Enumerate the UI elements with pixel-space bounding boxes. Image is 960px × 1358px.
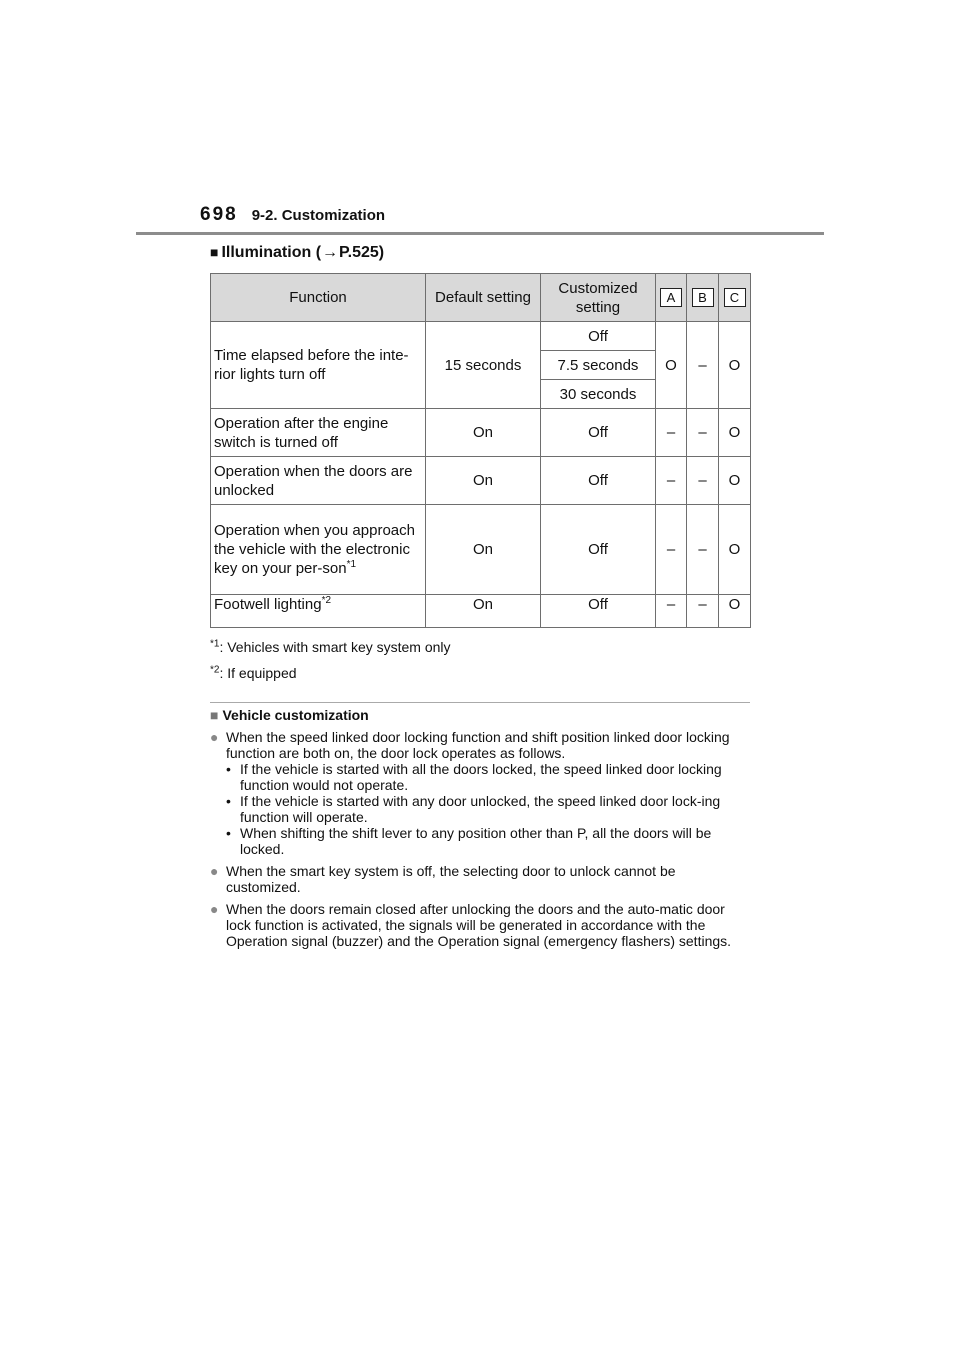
a-cell: –: [656, 457, 687, 505]
header-function: Function: [211, 274, 426, 322]
footnote-mark: *2: [210, 664, 220, 676]
header-default-setting: Default setting: [426, 274, 541, 322]
bullet-text: When the smart key system is off, the selecting door to unlock cannot be customized.: [226, 863, 676, 895]
sub-heading: [210, 244, 384, 262]
function-cell: Operation when the doors are unlocked: [211, 457, 426, 505]
c-cell: O: [719, 505, 751, 595]
table-row: [211, 322, 751, 351]
bullet-dot-icon: ●: [210, 729, 219, 745]
footnote: [210, 638, 451, 656]
b-cell: –: [687, 505, 719, 595]
sub-bullet-icon: •: [226, 825, 231, 841]
arrow-right-icon: →: [322, 244, 339, 261]
bullet-text: When the doors remain closed after unlocking the doors and the auto-matic door lock function is activated, the signals will be generated in accordance with the Operation signal (buzzer) and the Operation signal (emergency flashers) settings.: [226, 901, 732, 949]
info-heading-text: Vehicle customization: [222, 707, 369, 723]
a-cell: –: [656, 505, 687, 595]
box-a: A: [660, 288, 682, 307]
footnote-text: : If equipped: [219, 665, 297, 681]
customized-cell: Off: [541, 409, 656, 457]
default-cell: On: [426, 595, 541, 628]
list-item: [210, 901, 750, 949]
header-a: [656, 274, 687, 322]
table-header-row: [211, 274, 751, 322]
function-cell: [211, 505, 426, 595]
customized-cell: 30 seconds: [541, 380, 656, 409]
function-text: Operation when you approach the vehicle with the electronic key on your per-son: [214, 522, 415, 577]
c-cell: O: [719, 322, 751, 409]
footnote-text: : Vehicles with smart key system only: [219, 639, 451, 655]
default-cell: On: [426, 457, 541, 505]
sub-bullet-text: If the vehicle is started with any door unlocked, the speed linked door lock-ing function will operate.: [240, 793, 721, 825]
box-c: C: [724, 288, 746, 307]
square-bullet-icon: ■: [210, 707, 219, 723]
function-cell: Time elapsed before the inte-rior lights turn off: [211, 322, 426, 409]
footnote-ref: *1: [346, 559, 357, 570]
table-row: [211, 505, 751, 595]
section-title: 9-2. Customization: [251, 207, 386, 224]
c-cell: O: [719, 409, 751, 457]
a-cell: –: [656, 595, 687, 628]
sub-list-item: [226, 793, 750, 825]
customized-cell: Off: [541, 322, 656, 351]
function-text: Footwell lighting: [214, 596, 322, 613]
sub-heading-title: Illumination (: [221, 244, 322, 261]
function-cell: [211, 595, 426, 628]
function-cell: Operation after the engine switch is turned off: [211, 409, 426, 457]
sub-bullet-text: If the vehicle is started with all the doors locked, the speed linked door locking function would not operate.: [240, 761, 722, 793]
list-item: [210, 863, 750, 895]
table-row: [211, 409, 751, 457]
b-cell: –: [687, 322, 719, 409]
page-number: 698: [200, 204, 238, 225]
info-heading: [210, 707, 750, 723]
c-cell: O: [719, 457, 751, 505]
divider: [210, 702, 750, 703]
box-b: B: [692, 288, 714, 307]
page-reference: P.525): [339, 244, 385, 261]
table-row: [211, 457, 751, 505]
info-section: [210, 707, 750, 955]
bullet-text: When the speed linked door locking function and shift position linked door locking function are both on, the door lock operates as follows.: [226, 729, 730, 761]
b-cell: –: [687, 409, 719, 457]
square-bullet-icon: ■: [210, 244, 219, 260]
sub-bullet-text: When shifting the shift lever to any position other than P, all the doors will be locked.: [240, 825, 712, 857]
b-cell: –: [687, 595, 719, 628]
bullet-dot-icon: ●: [210, 863, 219, 879]
default-cell: 15 seconds: [426, 322, 541, 409]
default-cell: On: [426, 505, 541, 595]
a-cell: O: [656, 322, 687, 409]
sub-list-item: [226, 761, 750, 793]
c-cell: O: [719, 595, 751, 628]
customized-cell: Off: [541, 505, 656, 595]
sub-bullet-icon: •: [226, 793, 231, 809]
a-cell: –: [656, 409, 687, 457]
page-header: [200, 204, 385, 226]
footnotes: [210, 638, 451, 690]
footnote-mark: *1: [210, 638, 220, 650]
header-customized-setting: Customized setting: [541, 274, 656, 322]
sub-list-item: [226, 825, 750, 857]
b-cell: –: [687, 457, 719, 505]
bullet-dot-icon: ●: [210, 901, 219, 917]
sub-bullet-icon: •: [226, 761, 231, 777]
customized-cell: 7.5 seconds: [541, 351, 656, 380]
customized-cell: Off: [541, 457, 656, 505]
header-b: [687, 274, 719, 322]
footnote: [210, 664, 451, 682]
default-cell: On: [426, 409, 541, 457]
footnote-ref: *2: [321, 595, 332, 606]
header-c: [719, 274, 751, 322]
list-item: [210, 729, 750, 857]
header-rule: [136, 232, 824, 235]
table-row: [211, 595, 751, 628]
customized-cell: Off: [541, 595, 656, 628]
settings-table: [210, 273, 751, 628]
